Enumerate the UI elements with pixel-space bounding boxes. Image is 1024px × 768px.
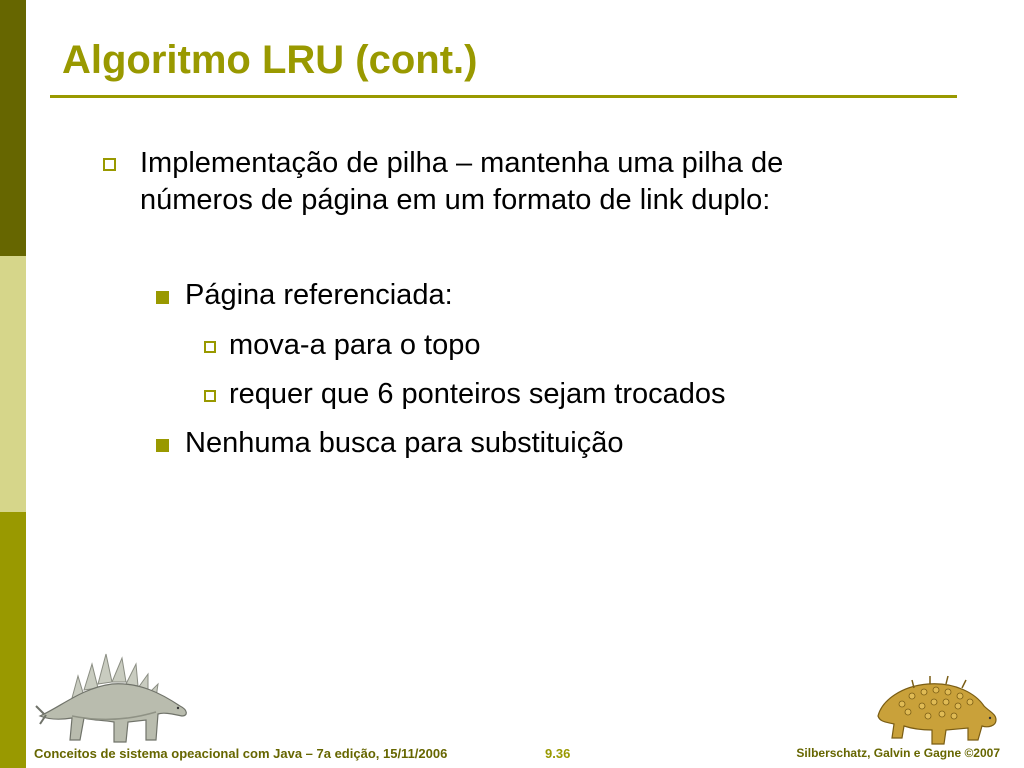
solid-square-bullet-icon	[156, 439, 169, 452]
bullet-text: Implementação de pilha – mantenha uma pilha de números de página em um formato de link duplo:	[140, 147, 784, 216]
bullet-item-level3	[204, 376, 726, 413]
bullet-text: requer que 6 ponteiros sejam trocados	[229, 378, 726, 410]
footer-copyright: Silberschatz, Galvin e Gagne ©2007	[796, 746, 1000, 760]
sidebar-stripe-mid	[0, 512, 26, 768]
bullet-item-level1	[103, 145, 860, 219]
footer-page-number: 9.36	[545, 746, 571, 761]
sidebar-stripe-dark	[0, 0, 26, 256]
slide-title: Algoritmo LRU (cont.)	[62, 38, 478, 82]
hollow-square-bullet-icon	[204, 390, 216, 402]
solid-square-bullet-icon	[156, 291, 169, 304]
hollow-square-bullet-icon	[204, 341, 216, 353]
bullet-text: mova-a para o topo	[229, 329, 481, 361]
stegosaurus-icon	[32, 650, 192, 750]
sidebar-stripe-light	[0, 256, 26, 512]
bullet-text: Página referenciada:	[185, 279, 453, 311]
bullet-text: Nenhuma busca para substituição	[185, 427, 624, 459]
bullet-item-level3	[204, 327, 480, 364]
hollow-square-bullet-icon	[103, 158, 116, 171]
bullet-item-level2	[156, 425, 623, 462]
title-underline	[50, 95, 957, 98]
ankylosaurus-icon	[872, 672, 1002, 748]
footer-book-title: Conceitos de sistema opeacional com Java – 7a edição, 15/11/2006	[34, 746, 448, 761]
bullet-item-level2	[156, 277, 453, 314]
